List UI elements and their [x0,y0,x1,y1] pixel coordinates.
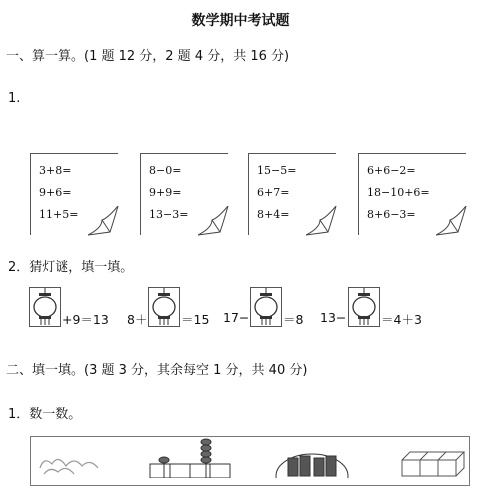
question-1-label: 1. [8,91,21,106]
lantern-icon [29,287,61,327]
riddle-4-expression: ＝4＋3 [381,312,422,327]
riddle-4-prefix: 13− [320,310,347,325]
arithmetic-card-3 [248,153,336,235]
equation: 11+5= [39,208,79,221]
equation: 6+6−2= [367,164,416,177]
arithmetic-card-2 [140,153,228,235]
page-curl-icon [88,206,120,236]
equation: 6+7= [257,186,290,199]
riddle-3-prefix: 17− [223,310,250,325]
question-2-label: 2．猜灯谜，填一填。 [8,260,134,275]
section-2-heading: 二、填一填。(3 题 3 分，其余每空 1 分，共 40 分) [6,363,308,378]
page-curl-icon [198,206,230,236]
equation: 18−10+6= [367,186,430,199]
section-2-question-1-label: 1．数一数。 [8,407,82,422]
page-curl-icon [436,206,468,236]
page-curl-icon [306,206,338,236]
riddle-2-expression: ＝15 [181,312,210,327]
equation: 3+8= [39,164,72,177]
riddle-2-prefix: 8＋ [127,312,148,327]
equation: 8+6−3= [367,208,416,221]
equation: 9+6= [39,186,72,199]
section-1-heading: 一、算一算。(1 题 12 分，2 题 4 分，共 16 分) [6,49,290,64]
arithmetic-card-4 [358,153,466,235]
lantern-icon [250,287,282,327]
lantern-icon [148,287,180,327]
counting-picture-illustration [30,436,470,478]
page-title: 数学期中考试题 [191,13,290,29]
riddle-1-expression: +9＝13 [62,312,109,327]
riddle-3-expression: ＝8 [283,312,304,327]
lantern-icon [348,287,380,327]
equation: 8−0= [149,164,182,177]
equation: 9+9= [149,186,182,199]
equation: 8+4= [257,208,290,221]
equation: 13−3= [149,208,189,221]
equation: 15−5= [257,164,297,177]
arithmetic-card-1 [30,153,118,235]
